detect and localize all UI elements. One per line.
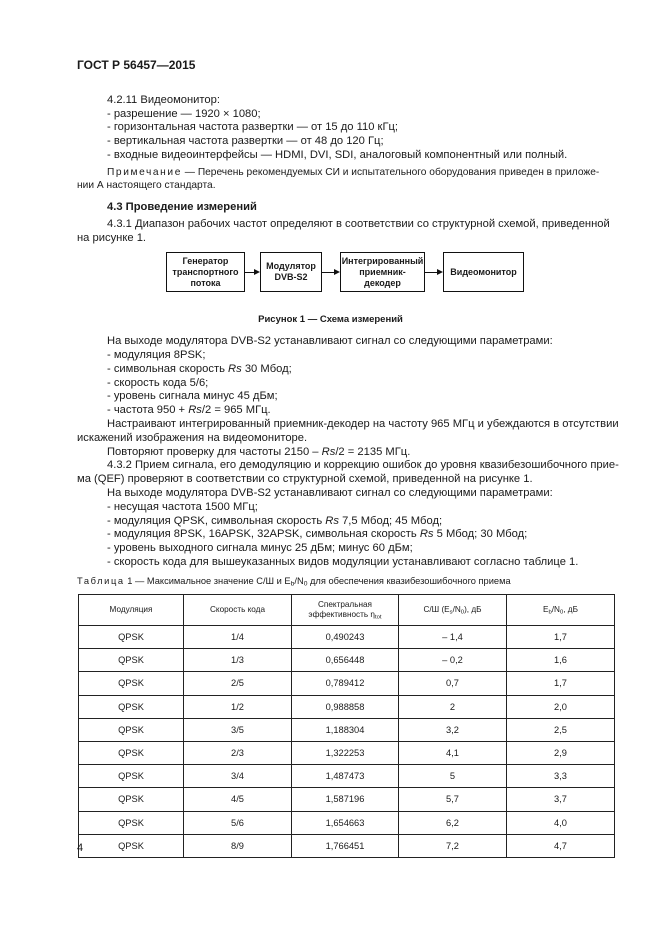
cell-modulation: QPSK: [79, 741, 184, 764]
cell-efficiency: 0,490243: [292, 626, 399, 649]
table-row: [79, 811, 615, 834]
arrow-line: [245, 272, 254, 273]
list-item: - несущая частота 1500 МГц;: [107, 501, 258, 513]
cell-code-rate: 5/6: [184, 811, 292, 834]
cell-snr: 7,2: [399, 834, 507, 857]
cell-modulation: QPSK: [79, 672, 184, 695]
cell-snr: 5: [399, 765, 507, 788]
list-item: - символьная скорость Rs 30 Мбод;: [107, 363, 292, 375]
paragraph-4-3-2-line-2: ма (QEF) проверяют в соответствии со структурной схемой, приведенной на рисунке 1.: [77, 473, 533, 485]
cell-snr: 6,2: [399, 811, 507, 834]
arrow-line: [425, 272, 437, 273]
cell-modulation: QPSK: [79, 695, 184, 718]
paragraph-intro-2: На выходе модулятора DVB-S2 устанавливают сигнал со следующими параметрами:: [107, 487, 553, 499]
cell-snr: 0,7: [399, 672, 507, 695]
list-item: - модуляция 8PSK, 16APSK, 32APSK, символьная скорость Rs 5 Мбод; 30 Мбод;: [107, 528, 528, 540]
list-item: - модуляция 8PSK;: [107, 349, 206, 361]
cell-code-rate: 1/3: [184, 649, 292, 672]
cell-code-rate: 1/4: [184, 626, 292, 649]
cell-snr: 2: [399, 695, 507, 718]
table-row: [79, 626, 615, 649]
cell-code-rate: 2/5: [184, 672, 292, 695]
figure-caption: Рисунок 1 — Схема измерений: [258, 314, 403, 325]
note-line-2: нии А настоящего стандарта.: [77, 180, 216, 191]
table-row: [79, 672, 615, 695]
list-item: - уровень выходного сигнала минус 25 дБм; минус 60 дБм;: [107, 542, 413, 554]
cell-eb-n0: 1,7: [507, 626, 615, 649]
list-item: - скорость кода для вышеуказанных видов модуляции устанавливают согласно таблице 1.: [107, 556, 579, 568]
cell-efficiency: 1,188304: [292, 718, 399, 741]
paragraph-tune-line-2: искажений изображения на видеомониторе.: [77, 432, 308, 444]
cell-code-rate: 3/4: [184, 765, 292, 788]
block-video-monitor: Видеомонитор: [443, 252, 524, 292]
cell-snr: – 0,2: [399, 649, 507, 672]
cell-modulation: QPSK: [79, 649, 184, 672]
cell-efficiency: 0,656448: [292, 649, 399, 672]
paragraph-4-3-1-line-1: 4.3.1 Диапазон рабочих частот определяют в соответствии со структурной схемой, приведенной: [107, 218, 610, 230]
cell-eb-n0: 1,6: [507, 649, 615, 672]
cell-snr: 3,2: [399, 718, 507, 741]
table-row: [79, 649, 615, 672]
table-header-row: [79, 595, 615, 626]
cell-modulation: QPSK: [79, 718, 184, 741]
cell-code-rate: 2/3: [184, 741, 292, 764]
list-item: - частота 950 + Rs/2 = 965 МГц.: [107, 404, 271, 416]
page-number: 4: [77, 842, 84, 854]
header-code-rate: Скорость кода: [184, 595, 292, 626]
cell-efficiency: 0,789412: [292, 672, 399, 695]
table-row: [79, 741, 615, 764]
cell-modulation: QPSK: [79, 788, 184, 811]
list-item: - входные видеоинтерфейсы — HDMI, DVI, SDI, аналоговый компонентный или полный.: [107, 149, 568, 161]
cell-efficiency: 1,766451: [292, 834, 399, 857]
cell-eb-n0: 3,7: [507, 788, 615, 811]
cell-snr: 5,7: [399, 788, 507, 811]
list-item: - разрешение — 1920 × 1080;: [107, 108, 261, 120]
cell-efficiency: 1,654663: [292, 811, 399, 834]
cell-eb-n0: 4,7: [507, 834, 615, 857]
cell-code-rate: 3/5: [184, 718, 292, 741]
document-header: ГОСТ Р 56457—2015: [77, 58, 196, 72]
table-row: [79, 718, 615, 741]
table-title: Таблица 1 — Максимальное значение С/Ш и $E_b/N_0$ для обеспечения квазибезошибочного приема: [77, 576, 511, 588]
header-spectral-efficiency: Спектральная эффективность $\eta_{tot}$: [292, 595, 399, 626]
header-modulation: Модуляция: [79, 595, 184, 626]
cell-eb-n0: 2,9: [507, 741, 615, 764]
paragraph-repeat: Повторяют проверку для частоты 2150 – Rs/2 = 2135 МГц.: [107, 446, 411, 458]
list-item: - вертикальная частота развертки — от 48 до 120 Гц;: [107, 135, 384, 147]
cell-efficiency: 1,487473: [292, 765, 399, 788]
block-dvb-s2-modulator: Модулятор DVB-S2: [260, 252, 322, 292]
paragraph-intro-1: На выходе модулятора DVB-S2 устанавливают сигнал со следующими параметрами:: [107, 335, 553, 347]
cell-eb-n0: 2,0: [507, 695, 615, 718]
cell-efficiency: 1,587196: [292, 788, 399, 811]
list-item: - модуляция QPSK, символьная скорость Rs 7,5 Мбод; 45 Мбод;: [107, 515, 443, 527]
table-row: [79, 834, 615, 857]
cell-snr: 4,1: [399, 741, 507, 764]
cell-code-rate: 8/9: [184, 834, 292, 857]
cell-eb-n0: 4,0: [507, 811, 615, 834]
cell-snr: – 1,4: [399, 626, 507, 649]
arrow-line: [322, 272, 334, 273]
block-integrated-receiver-decoder: Интегрированный приемник- декодер: [340, 252, 425, 292]
note-label: Примечание: [107, 167, 182, 178]
paragraph-4-3-1-line-2: на рисунке 1.: [77, 232, 147, 244]
cell-code-rate: 4/5: [184, 788, 292, 811]
note-line-1: Примечание — Перечень рекомендуемых СИ и испытательного оборудования приведен в приложе-: [107, 167, 600, 178]
cell-modulation: QPSK: [79, 834, 184, 857]
cell-modulation: QPSK: [79, 811, 184, 834]
table-row: [79, 788, 615, 811]
table-row: [79, 695, 615, 718]
cell-code-rate: 1/2: [184, 695, 292, 718]
list-item: - уровень сигнала минус 45 дБм;: [107, 390, 278, 402]
section-4-3-heading: 4.3 Проведение измерений: [107, 201, 257, 213]
paragraph-4-3-2-line-1: 4.3.2 Прием сигнала, его демодуляцию и коррекцию ошибок до уровня квазибезошибочного прие-: [107, 459, 619, 471]
paragraph-tune-line-1: Настраивают интегрированный приемник-декодер на частоту 965 МГц и убеждаются в отсутствии: [107, 418, 619, 430]
section-4-2-11-heading: 4.2.11 Видеомонитор:: [107, 94, 220, 106]
cell-modulation: QPSK: [79, 765, 184, 788]
header-snr: С/Ш $(E_s/N_0)$, дБ: [399, 595, 507, 626]
cell-efficiency: 1,322253: [292, 741, 399, 764]
data-table: [78, 594, 615, 858]
cell-eb-n0: 3,3: [507, 765, 615, 788]
block-transport-stream-generator: Генератор транспортного потока: [166, 252, 245, 292]
cell-efficiency: 0,988858: [292, 695, 399, 718]
cell-eb-n0: 1,7: [507, 672, 615, 695]
header-eb-n0: $E_b/N_0$, дБ: [507, 595, 615, 626]
cell-eb-n0: 2,5: [507, 718, 615, 741]
table-row: [79, 765, 615, 788]
list-item: - горизонтальная частота развертки — от 15 до 110 кГц;: [107, 121, 399, 133]
list-item: - скорость кода 5/6;: [107, 377, 209, 389]
cell-modulation: QPSK: [79, 626, 184, 649]
